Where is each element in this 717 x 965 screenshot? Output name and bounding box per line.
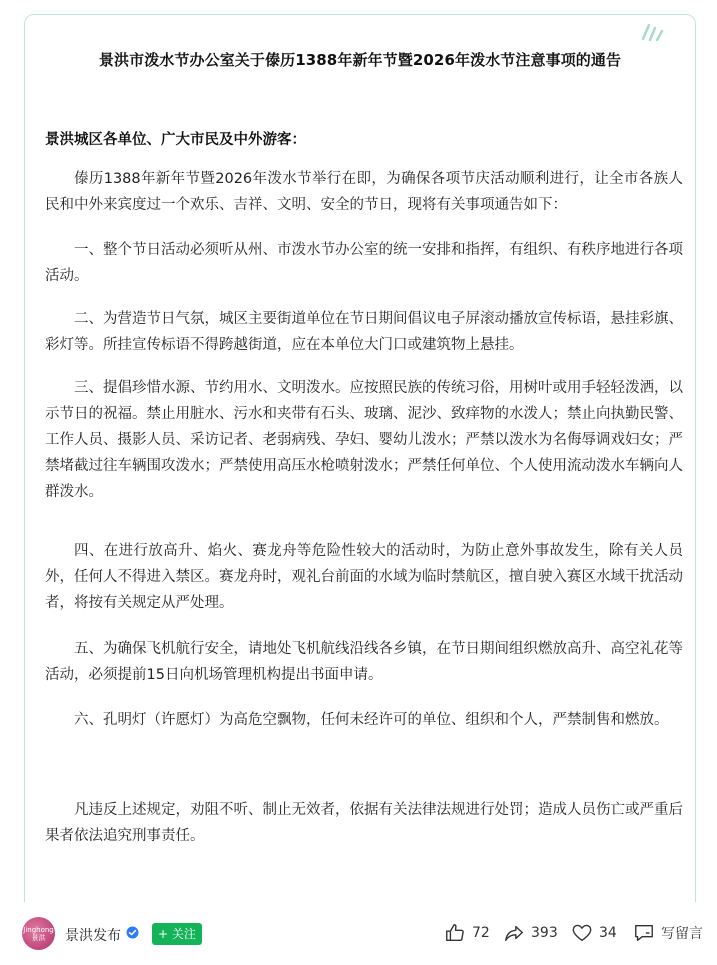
article-card (24, 14, 696, 902)
share-icon (503, 922, 525, 944)
avatar[interactable]: Jinghong 景洪 (22, 917, 55, 950)
favorite-button[interactable] (571, 920, 617, 946)
favorite-count: 34 (599, 925, 617, 941)
paragraph-5: 五、为确保飞机航行安全，请地处飞机航线沿线各乡镇，在节日期间组织燃放高升、高空礼花等活动，必须提前15日向机场管理机构提出书面申请。 (45, 641, 683, 683)
like-count: 72 (472, 925, 490, 941)
follow-button[interactable]: + 关注 (152, 923, 202, 945)
verified-badge-icon (126, 926, 139, 939)
paragraph-3: 三、提倡珍惜水源、节约用水、文明泼水。应按照民族的传统习俗，用树叶或用手轻轻泼洒，以示节日的祝福。禁止用脏水、污水和夹带有石头、玻璃、泥沙、致痒物的水泼人；禁止向执勤民警、工作人员、摄影人员、采访记者、老弱病残、孕妇、婴幼儿泼水；严禁以泼水为名侮辱调戏妇女；严禁堵截过往车辆围攻泼水；严禁使用高压水枪喷射泼水；严禁任何单位、个人使用流动泼水车辆向人群泼水。 (45, 380, 683, 500)
comment-icon (633, 922, 655, 944)
paragraph-closing: 凡违反上述规定，劝阻不听、制止无效者，依据有关法律法规进行处罚；造成人员伤亡或严重后果者依法追究刑事责任。 (45, 802, 683, 844)
article-title: 景洪市泼水节办公室关于傣历1388年新年节暨2026年泼水节注意事项的通告 (98, 51, 622, 69)
paragraph-6: 六、孔明灯（许愿灯）为高危空飘物，任何未经许可的单位、组织和个人，严禁制售和燃放。 (74, 712, 669, 728)
comment-button[interactable] (633, 920, 703, 946)
comment-label: 写留言 (661, 926, 703, 942)
share-count: 393 (531, 925, 558, 941)
heart-icon (571, 922, 593, 944)
like-button[interactable] (444, 920, 490, 946)
paragraph-4: 四、在进行放高升、焰火、赛龙舟等危险性较大的活动时，为防止意外事故发生，除有关人员外，任何人不得进入禁区。赛龙舟时，观礼台前面的水域为临时禁航区，擅自驶入赛区水域干扰活动者，将按有关规定从严处理。 (45, 543, 683, 611)
share-button[interactable] (503, 920, 558, 946)
paragraph-intro: 傣历1388年新年节暨2026年泼水节举行在即，为确保各项节庆活动顺利进行，让全市各族人民和中外来宾度过一个欢乐、吉祥、文明、安全的节日，现将有关事项通告如下： (45, 171, 683, 213)
paragraph-2: 二、为营造节日气氛，城区主要街道单位在节日期间倡议电子屏滚动播放宣传标语，悬挂彩旗、彩灯等。所挂宣传标语不得跨越街道，应在本单位大门口或建筑物上悬挂。 (45, 311, 683, 353)
author-name[interactable]: 景洪发布 (65, 928, 121, 944)
decoration-icon (637, 21, 667, 43)
action-bar (0, 902, 717, 965)
thumbs-up-icon (444, 922, 466, 944)
article-salutation: 景洪城区各单位、广大市民及中外游客： (45, 132, 306, 148)
paragraph-1: 一、整个节日活动必须听从州、市泼水节办公室的统一安排和指挥，有组织、有秩序地进行各项活动。 (45, 242, 683, 284)
